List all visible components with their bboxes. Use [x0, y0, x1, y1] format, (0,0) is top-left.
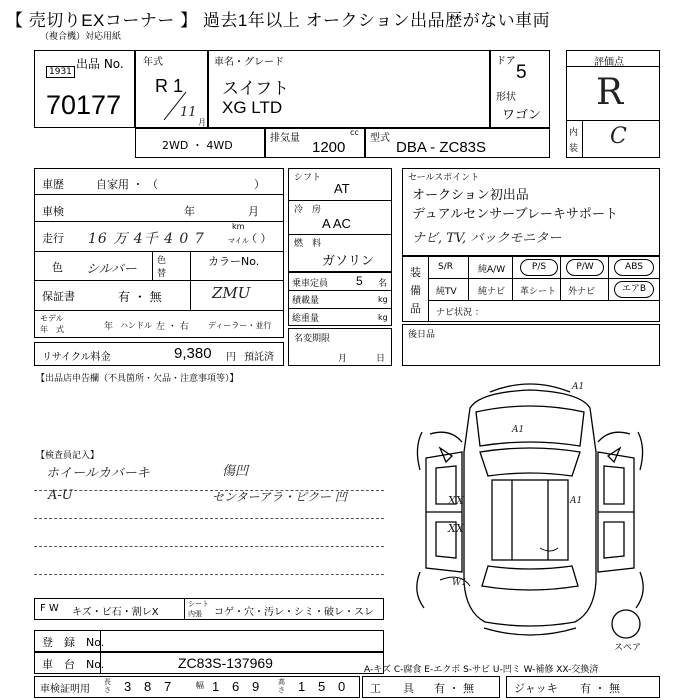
capacity-label: 乗車定員 [292, 279, 329, 289]
color-no-value: ZMU [212, 284, 251, 302]
mileage-label: 走行 [42, 232, 64, 245]
model-label: 車名・グレード [214, 57, 284, 68]
registration-label: 登 録 No. [42, 636, 105, 649]
mark-a1-hood: A1 [512, 425, 525, 435]
displacement-unit: cc [350, 128, 359, 137]
inspector-note-1-right: 傷凹 [222, 464, 249, 479]
seat-label-1: シート [188, 600, 209, 608]
lot-number: 70177 [46, 90, 122, 120]
ac-label: 冷 房 [294, 205, 322, 215]
history-close: ） [254, 178, 265, 191]
equip-airbag: エアB [614, 281, 654, 298]
drive-value: 2WD ・ 4WD [162, 139, 233, 152]
year-slash [160, 90, 190, 122]
height-label: 高さ [278, 678, 285, 694]
chassis-value: ZC83S-137969 [178, 655, 273, 671]
equip-alloy-wheels: 純A/W [478, 265, 506, 275]
load-unit: kg [378, 295, 388, 304]
year-month-unit: 月 [198, 118, 206, 127]
inspector-note-2-right: センターアラ・ピクー 凹 [212, 490, 347, 504]
doors-label: ドア [496, 56, 516, 67]
ac-value: A AC [322, 216, 351, 231]
form-note: （複合機）対応用紙 [40, 32, 122, 42]
later-items-box [402, 324, 660, 366]
name-change-month: 月 [338, 354, 348, 364]
banner-title: 【 売切りEXコーナー 】 過去1年以上 オークション出品歴がない車両 [6, 11, 551, 30]
length-d3: 7 [164, 679, 172, 694]
handle-label: ハンドル [120, 321, 152, 330]
seller-note-label: 【出品店申告欄（不具箇所・欠品・注意事項等）】 [36, 374, 239, 384]
tools-label: 工 具 [370, 682, 414, 695]
mark-a1-right: A1 [570, 496, 583, 506]
recycle-note: 預託済 [244, 352, 274, 363]
shape-value: ワゴン [502, 108, 542, 123]
sales-point-hand: ナビ, TV, バックモニター [412, 231, 562, 246]
color-no-label: カラーNo. [208, 255, 260, 268]
width-d1: 1 [212, 679, 220, 694]
color-value: シルバー [86, 262, 137, 277]
score-value: R [596, 72, 624, 113]
mileage-paren: （ ） [246, 232, 272, 245]
color-label: 色 [52, 261, 63, 274]
displacement-label: 排気量 [270, 133, 300, 144]
length-d2: 8 [144, 679, 152, 694]
doors-value: 5 [516, 62, 527, 83]
gross-label: 総重量 [292, 314, 320, 324]
lot-label: 出品 No. [76, 57, 124, 71]
model-year-unit: 年 [104, 322, 114, 332]
color-change-2: 替 [157, 269, 167, 279]
displacement-value: 1200 [312, 139, 346, 156]
inspector-label: 【検査員記入】 [36, 451, 100, 461]
height-d1: 1 [298, 679, 306, 694]
year-era: R 1 [155, 76, 184, 96]
name-change-label: 名変期限 [294, 334, 331, 344]
capacity-value: 5 [356, 274, 363, 288]
sales-point-line2: デュアルセンサーブレーキサポート [412, 206, 618, 221]
equipment-label-2: 備 [410, 284, 421, 297]
inspection-year: 年 [184, 205, 195, 218]
mileage-value: 16 万 4千 4 0 7 [88, 231, 205, 247]
warranty-label: 保証書 [42, 290, 75, 303]
seat-label-2: 内張 [188, 610, 202, 618]
tools-value: 有 ・ 無 [434, 682, 474, 695]
width-label: 幅 [196, 681, 204, 690]
mark-w1: W1 [452, 578, 467, 588]
model-grade: XG LTD [222, 98, 283, 117]
equip-power-steering: P/S [520, 259, 558, 276]
equip-abs: ABS [614, 259, 654, 276]
spare-label: スペア [614, 643, 642, 653]
equip-tv: 純TV [436, 287, 457, 297]
mileage-mile: マイル [228, 237, 249, 245]
equip-sr: S/R [438, 262, 453, 272]
sales-point-line1: オークション初出品 [412, 187, 529, 202]
sales-point-label: セールスポイント [408, 173, 480, 183]
equip-navi: 純ナビ [478, 287, 506, 297]
height-d2: 5 [318, 679, 326, 694]
equip-ext-navi: 外ナビ [568, 287, 596, 297]
warranty-value: 有 ・ 無 [118, 290, 162, 304]
year-month: 11 [180, 105, 197, 120]
length-label: 長さ [104, 678, 111, 694]
interior-score: C [610, 124, 627, 149]
length-d1: 3 [124, 679, 132, 694]
damage-legend: A-キズ C-腐食 E-エクボ S-サビ U-凹ミ W-補修 XX-交換済 [364, 665, 599, 675]
history-value: 自家用 ・ （ [96, 178, 158, 191]
shift-label: シフト [294, 173, 322, 183]
jack-value: 有 ・ 無 [580, 682, 620, 695]
width-d2: 6 [232, 679, 240, 694]
score-label: 評価点 [594, 57, 624, 68]
shift-value: AT [334, 181, 350, 196]
equip-navi-status: ナビ状況 ： [436, 308, 484, 318]
handle-value: 左 ・ 右 [156, 322, 189, 332]
equip-power-windows: P/W [566, 259, 604, 276]
inspection-month: 月 [248, 205, 259, 218]
fuel-value: ガソリン [322, 253, 375, 268]
recycle-label: リサイクル料金 [42, 352, 111, 363]
car-damage-diagram [400, 372, 660, 658]
lot-year-badge: 1931 [46, 66, 75, 78]
interior-label-2: 装 [569, 144, 579, 154]
fw-items: キズ・ビ石・割レX [72, 607, 159, 618]
gross-unit: kg [378, 313, 388, 322]
type-value: DBA - ZC83S [396, 139, 487, 156]
capacity-unit: 名 [378, 279, 388, 289]
certificate-label: 車検証明用 [40, 684, 90, 695]
mark-a1-top: A1 [572, 382, 585, 392]
inspector-note-2-left: A-U [48, 488, 73, 503]
fw-label: F W [40, 603, 59, 614]
name-change-day: 日 [376, 354, 386, 364]
fuel-label: 燃 料 [294, 239, 322, 249]
inspector-note-1-left: ホイールカバーキ [46, 466, 150, 481]
interior-label-1: 内 [569, 128, 579, 138]
type-label: 型式 [370, 133, 390, 144]
jack-label: ジャッキ [514, 682, 558, 695]
dealer-label: ディーラー・並行 [208, 321, 272, 330]
recycle-value: 9,380 [174, 345, 212, 362]
seat-items: コゲ・穴・汚レ・シミ・破レ・スレ [214, 607, 374, 618]
load-label: 積載量 [292, 296, 320, 306]
height-d3: 0 [338, 679, 346, 694]
inspection-label: 車検 [42, 205, 64, 218]
color-change-1: 色 [157, 256, 167, 266]
chassis-label: 車 台 No. [42, 658, 105, 671]
mark-xx-1: XX [448, 494, 464, 507]
width-d3: 9 [252, 679, 260, 694]
shape-label: 形状 [496, 92, 516, 103]
year-label: 年式 [143, 57, 163, 68]
model-year-label-2: 年 式 [40, 325, 64, 334]
equipment-label-1: 装 [410, 266, 421, 279]
mark-xx-2: XX [448, 522, 464, 535]
equipment-label-3: 品 [410, 302, 421, 315]
later-items-label: 後日品 [408, 330, 436, 340]
model-year-label-1: モデル [40, 314, 64, 323]
model-name: スイフト [222, 79, 290, 98]
history-label: 車歴 [42, 178, 64, 191]
mileage-km: km [232, 222, 245, 231]
equip-leather: 革シート [520, 287, 557, 297]
recycle-unit: 円 [226, 352, 236, 363]
